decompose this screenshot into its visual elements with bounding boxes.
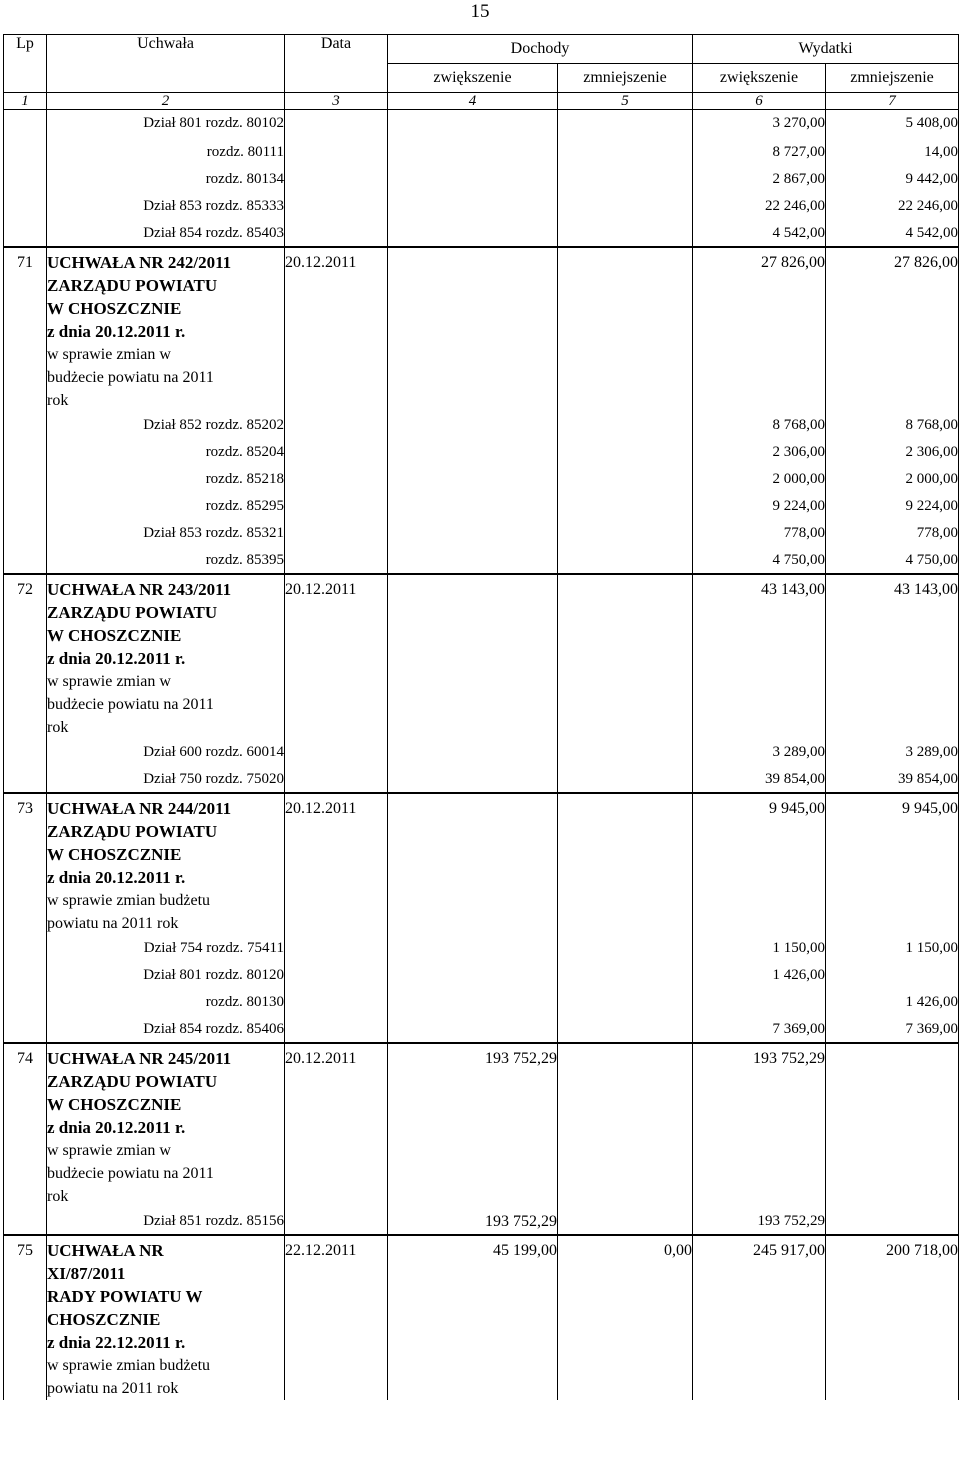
resolution-title-line: z dnia 20.12.2011 r.: [47, 321, 186, 341]
lp-cell: [4, 1208, 47, 1235]
resolution-description: [47, 793, 285, 935]
lp-cell: [4, 989, 47, 1016]
lp-cell: [4, 493, 47, 520]
lp-cell: [4, 547, 47, 574]
date-cell: [285, 962, 388, 989]
lp-number: 75: [4, 1235, 47, 1400]
wydatki-zwiekszenie-total: 27 826,00: [693, 247, 826, 412]
dochody-zmniejszenie-value: [558, 547, 693, 574]
resolution-description: [47, 1235, 285, 1400]
table-row: [4, 962, 959, 989]
dochody-zwiekszenie-value: [388, 110, 558, 139]
date-cell: [285, 1208, 388, 1235]
wydatki-zmniejszenie-value: [826, 1208, 959, 1235]
table-row: [4, 166, 959, 193]
resolution-subject-line: rok: [47, 391, 69, 409]
header-dochody-zmniejszenie: zmniejszenie: [558, 64, 693, 93]
dochody-zwiekszenie-value: [388, 439, 558, 466]
dochody-zmniejszenie-value: [558, 110, 693, 139]
dochody-zmniejszenie-value: [558, 466, 693, 493]
wydatki-zwiekszenie-value: 22 246,00: [693, 193, 826, 220]
dochody-zwiekszenie-value: [388, 412, 558, 439]
lp-cell: [4, 110, 47, 139]
wydatki-zmniejszenie-value: 2 000,00: [826, 466, 959, 493]
date-cell: [285, 110, 388, 139]
table-row: [4, 466, 959, 493]
dochody-zmniejszenie-value: [558, 1016, 693, 1043]
wydatki-zmniejszenie-value: 778,00: [826, 520, 959, 547]
dochody-zmniejszenie-value: [558, 739, 693, 766]
resolution-subject-line: rok: [47, 1187, 69, 1205]
rozdzial-label: Dział 600 rozdz. 60014: [47, 739, 285, 766]
dochody-zwiekszenie-value: [388, 466, 558, 493]
header-dochody-zwiekszenie: zwiększenie: [388, 64, 558, 93]
dochody-zmniejszenie-value: [558, 493, 693, 520]
lp-cell: [4, 193, 47, 220]
dochody-zmniejszenie-value: [558, 766, 693, 793]
wydatki-zwiekszenie-value: 8 727,00: [693, 139, 826, 166]
dochody-zwiekszenie-total: 45 199,00: [388, 1235, 558, 1400]
wydatki-zmniejszenie-value: 3 289,00: [826, 739, 959, 766]
resolution-title-line: W CHOSZCZNIE: [47, 844, 182, 864]
resolution-title-line: z dnia 20.12.2011 r.: [47, 1117, 186, 1137]
resolution-description: [47, 574, 285, 739]
dochody-zmniejszenie-value: [558, 1208, 693, 1235]
wydatki-zwiekszenie-value: 4 542,00: [693, 220, 826, 247]
dochody-zwiekszenie-value: [388, 935, 558, 962]
date-cell: [285, 989, 388, 1016]
dochody-zwiekszenie-value: [388, 166, 558, 193]
dochody-zwiekszenie-value: [388, 962, 558, 989]
wydatki-zmniejszenie-value: [826, 962, 959, 989]
wydatki-zmniejszenie-total: 27 826,00: [826, 247, 959, 412]
resolution-subject-line: powiatu na 2011 rok: [47, 1379, 179, 1397]
dochody-zmniejszenie-value: [558, 193, 693, 220]
dochody-zmniejszenie-value: [558, 412, 693, 439]
resolution-subject-line: rok: [47, 718, 69, 736]
resolution-description: [47, 247, 285, 412]
table-row: [4, 547, 959, 574]
resolution-title-line: UCHWAŁA NR 245/2011: [47, 1048, 232, 1068]
dochody-zmniejszenie-total: [558, 1043, 693, 1208]
dochody-zmniejszenie-total: [558, 793, 693, 935]
dochody-zwiekszenie-value: 193 752,29: [388, 1208, 558, 1235]
resolution-subject-line: budżecie powiatu na 2011: [47, 1164, 214, 1182]
wydatki-zmniejszenie-value: 2 306,00: [826, 439, 959, 466]
resolution-subject-line: powiatu na 2011 rok: [47, 914, 179, 932]
resolution-date: 20.12.2011: [285, 247, 388, 412]
lp-number: 72: [4, 574, 47, 739]
wydatki-zwiekszenie-value: 2 867,00: [693, 166, 826, 193]
resolution-date: 20.12.2011: [285, 793, 388, 935]
wydatki-zwiekszenie-total: 245 917,00: [693, 1235, 826, 1400]
table-row: [4, 935, 959, 962]
date-cell: [285, 412, 388, 439]
rozdzial-label: Dział 854 rozdz. 85406: [47, 1016, 285, 1043]
dochody-zmniejszenie-value: [558, 935, 693, 962]
lp-number: 74: [4, 1043, 47, 1208]
resolution-subject-line: w sprawie zmian budżetu: [47, 891, 211, 909]
resolution-row: [4, 1043, 959, 1208]
header-dochody: Dochody: [388, 35, 693, 64]
resolution-title-line: z dnia 20.12.2011 r.: [47, 867, 186, 887]
wydatki-zmniejszenie-total: [826, 1043, 959, 1208]
resolution-date: 22.12.2011: [285, 1235, 388, 1400]
wydatki-zmniejszenie-value: 22 246,00: [826, 193, 959, 220]
lp-cell: [4, 1016, 47, 1043]
resolution-row: [4, 793, 959, 935]
resolution-subject-line: w sprawie zmian w: [47, 672, 171, 690]
column-index: 4: [388, 93, 558, 110]
column-index: 1: [4, 93, 47, 110]
date-cell: [285, 935, 388, 962]
dochody-zmniejszenie-value: [558, 520, 693, 547]
wydatki-zwiekszenie-total: 9 945,00: [693, 793, 826, 935]
dochody-zwiekszenie-value: [388, 989, 558, 1016]
header-wydatki-zmniejszenie: zmniejszenie: [826, 64, 959, 93]
wydatki-zmniejszenie-value: 1 426,00: [826, 989, 959, 1016]
wydatki-zmniejszenie-total: 200 718,00: [826, 1235, 959, 1400]
resolution-description: [47, 1043, 285, 1208]
wydatki-zwiekszenie-total: 43 143,00: [693, 574, 826, 739]
table-row: [4, 1016, 959, 1043]
rozdzial-label: rozdz. 80111: [47, 139, 285, 166]
date-cell: [285, 493, 388, 520]
table-row: [4, 520, 959, 547]
dochody-zmniejszenie-value: [558, 220, 693, 247]
rozdzial-label: Dział 801 rozdz. 80120: [47, 962, 285, 989]
table-row: [4, 739, 959, 766]
dochody-zwiekszenie-total: [388, 247, 558, 412]
wydatki-zmniejszenie-value: 5 408,00: [826, 110, 959, 139]
header-wydatki-zwiekszenie: zwiększenie: [693, 64, 826, 93]
date-cell: [285, 520, 388, 547]
dochody-zwiekszenie-total: [388, 574, 558, 739]
wydatki-zwiekszenie-value: 4 750,00: [693, 547, 826, 574]
wydatki-zwiekszenie-value: 3 289,00: [693, 739, 826, 766]
resolution-title-line: UCHWAŁA NR: [47, 1240, 164, 1260]
wydatki-zmniejszenie-value: 39 854,00: [826, 766, 959, 793]
wydatki-zwiekszenie-value: 2 306,00: [693, 439, 826, 466]
wydatki-zwiekszenie-value: 778,00: [693, 520, 826, 547]
header-wydatki: Wydatki: [693, 35, 959, 64]
resolution-subject-line: w sprawie zmian w: [47, 1141, 171, 1159]
wydatki-zmniejszenie-value: 1 150,00: [826, 935, 959, 962]
date-cell: [285, 439, 388, 466]
resolution-subject-line: w sprawie zmian w: [47, 345, 171, 363]
wydatki-zmniejszenie-value: 9 442,00: [826, 166, 959, 193]
dochody-zmniejszenie-total: 0,00: [558, 1235, 693, 1400]
resolution-title-line: W CHOSZCZNIE: [47, 625, 182, 645]
resolution-title-line: UCHWAŁA NR 242/2011: [47, 252, 232, 272]
lp-cell: [4, 520, 47, 547]
resolution-title-line: W CHOSZCZNIE: [47, 1094, 182, 1114]
table-row: [4, 139, 959, 166]
lp-number: 73: [4, 793, 47, 935]
wydatki-zmniejszenie-value: 8 768,00: [826, 412, 959, 439]
resolution-title-line: ZARZĄDU POWIATU: [47, 602, 218, 622]
column-index: 6: [693, 93, 826, 110]
column-index: 7: [826, 93, 959, 110]
lp-cell: [4, 439, 47, 466]
date-cell: [285, 166, 388, 193]
dochody-zwiekszenie-value: [388, 739, 558, 766]
dochody-zmniejszenie-value: [558, 139, 693, 166]
rozdzial-label: rozdz. 80130: [47, 989, 285, 1016]
resolution-title-line: RADY POWIATU W: [47, 1286, 203, 1306]
table-row: [4, 439, 959, 466]
dochody-zmniejszenie-value: [558, 166, 693, 193]
rozdzial-label: Dział 754 rozdz. 75411: [47, 935, 285, 962]
resolution-date: 20.12.2011: [285, 1043, 388, 1208]
dochody-zwiekszenie-total: [388, 793, 558, 935]
dochody-zwiekszenie-value: [388, 766, 558, 793]
resolution-date: 20.12.2011: [285, 574, 388, 739]
resolution-title-line: XI/87/2011: [47, 1263, 126, 1283]
resolution-title-line: UCHWAŁA NR 243/2011: [47, 579, 232, 599]
wydatki-zwiekszenie-value: 39 854,00: [693, 766, 826, 793]
table-row: [4, 220, 959, 247]
date-cell: [285, 139, 388, 166]
resolution-title-line: z dnia 20.12.2011 r.: [47, 648, 186, 668]
rozdzial-label: Dział 851 rozdz. 85156: [47, 1208, 285, 1235]
date-cell: [285, 1016, 388, 1043]
wydatki-zwiekszenie-value: 3 270,00: [693, 110, 826, 139]
rozdzial-label: Dział 801 rozdz. 80102: [47, 110, 285, 139]
dochody-zwiekszenie-value: [388, 493, 558, 520]
resolution-row: [4, 574, 959, 739]
dochody-zmniejszenie-total: [558, 247, 693, 412]
resolution-title-line: ZARZĄDU POWIATU: [47, 275, 218, 295]
dochody-zwiekszenie-value: [388, 220, 558, 247]
lp-cell: [4, 466, 47, 493]
lp-cell: [4, 739, 47, 766]
lp-number: 71: [4, 247, 47, 412]
lp-cell: [4, 139, 47, 166]
rozdzial-label: rozdz. 85204: [47, 439, 285, 466]
rozdzial-label: Dział 854 rozdz. 85403: [47, 220, 285, 247]
rozdzial-label: rozdz. 85295: [47, 493, 285, 520]
wydatki-zwiekszenie-value: 1 426,00: [693, 962, 826, 989]
wydatki-zwiekszenie-value: 2 000,00: [693, 466, 826, 493]
wydatki-zmniejszenie-value: 7 369,00: [826, 1016, 959, 1043]
resolution-title-line: z dnia 22.12.2011 r.: [47, 1332, 186, 1352]
resolution-row: [4, 1235, 959, 1400]
table-row: [4, 766, 959, 793]
date-cell: [285, 766, 388, 793]
rozdzial-label: Dział 750 rozdz. 75020: [47, 766, 285, 793]
lp-cell: [4, 962, 47, 989]
dochody-zwiekszenie-value: [388, 547, 558, 574]
table-row: [4, 193, 959, 220]
table-row: [4, 110, 959, 139]
header-lp: Lp: [4, 35, 47, 93]
rozdzial-label: Dział 853 rozdz. 85321: [47, 520, 285, 547]
wydatki-zwiekszenie-value: 1 150,00: [693, 935, 826, 962]
date-cell: [285, 193, 388, 220]
column-index: 2: [47, 93, 285, 110]
date-cell: [285, 739, 388, 766]
table-row: [4, 1208, 959, 1235]
rozdzial-label: Dział 853 rozdz. 85333: [47, 193, 285, 220]
lp-cell: [4, 935, 47, 962]
header-uchwala: Uchwała: [47, 35, 285, 93]
column-index: 3: [285, 93, 388, 110]
resolution-subject-line: budżecie powiatu na 2011: [47, 695, 214, 713]
wydatki-zmniejszenie-total: 9 945,00: [826, 793, 959, 935]
resolution-title-line: ZARZĄDU POWIATU: [47, 821, 218, 841]
resolution-row: [4, 247, 959, 412]
rozdzial-label: rozdz. 85218: [47, 466, 285, 493]
wydatki-zmniejszenie-value: 4 750,00: [826, 547, 959, 574]
column-index: 5: [558, 93, 693, 110]
wydatki-zmniejszenie-value: 14,00: [826, 139, 959, 166]
rozdzial-label: rozdz. 85395: [47, 547, 285, 574]
resolution-subject-line: budżecie powiatu na 2011: [47, 368, 214, 386]
wydatki-zwiekszenie-value: 9 224,00: [693, 493, 826, 520]
wydatki-zwiekszenie-total: 193 752,29: [693, 1043, 826, 1208]
date-cell: [285, 220, 388, 247]
lp-cell: [4, 412, 47, 439]
lp-cell: [4, 220, 47, 247]
rozdzial-label: rozdz. 80134: [47, 166, 285, 193]
table-row: [4, 493, 959, 520]
dochody-zwiekszenie-value: [388, 520, 558, 547]
dochody-zwiekszenie-value: [388, 193, 558, 220]
wydatki-zwiekszenie-value: 193 752,29: [693, 1208, 826, 1235]
resolution-title-line: ZARZĄDU POWIATU: [47, 1071, 218, 1091]
dochody-zwiekszenie-value: [388, 139, 558, 166]
resolution-title-line: UCHWAŁA NR 244/2011: [47, 798, 232, 818]
resolution-title-line: CHOSZCZNIE: [47, 1309, 161, 1329]
wydatki-zmniejszenie-value: 4 542,00: [826, 220, 959, 247]
wydatki-zmniejszenie-total: 43 143,00: [826, 574, 959, 739]
table-row: [4, 989, 959, 1016]
rozdzial-label: Dział 852 rozdz. 85202: [47, 412, 285, 439]
wydatki-zwiekszenie-value: 8 768,00: [693, 412, 826, 439]
lp-cell: [4, 166, 47, 193]
dochody-zmniejszenie-value: [558, 989, 693, 1016]
header-data: Data: [285, 35, 388, 93]
dochody-zmniejszenie-value: [558, 439, 693, 466]
table-row: [4, 412, 959, 439]
resolution-title-line: W CHOSZCZNIE: [47, 298, 182, 318]
date-cell: [285, 466, 388, 493]
lp-cell: [4, 766, 47, 793]
wydatki-zwiekszenie-value: 7 369,00: [693, 1016, 826, 1043]
wydatki-zmniejszenie-value: 9 224,00: [826, 493, 959, 520]
wydatki-zwiekszenie-value: [693, 989, 826, 1016]
page-number: 15: [470, 1, 490, 22]
date-cell: [285, 547, 388, 574]
budget-changes-table: [3, 34, 959, 1400]
dochody-zmniejszenie-total: [558, 574, 693, 739]
dochody-zmniejszenie-value: [558, 962, 693, 989]
dochody-zwiekszenie-value: [388, 1016, 558, 1043]
dochody-zwiekszenie-total: 193 752,29: [388, 1043, 558, 1208]
resolution-subject-line: w sprawie zmian budżetu: [47, 1356, 211, 1374]
